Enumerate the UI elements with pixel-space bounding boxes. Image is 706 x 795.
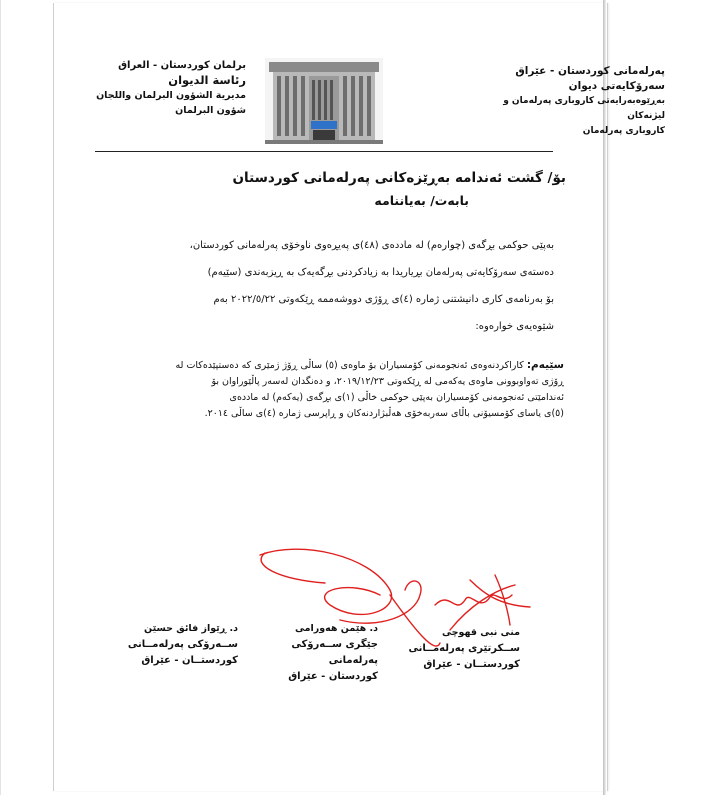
body-line: بۆ بەرنامەی کاری دانیشتنی ژمارە (٤)ی ڕۆژی دووشەممە ڕێکەوتی ٢٠٢٢/٥/٢٢ بەم [213,294,554,305]
signature-block-secretary [400,625,520,673]
header-arabic [90,58,246,118]
agenda-item-line: (٥)ی یاسای کۆمسیۆنی باڵای سەربەخۆی هەڵبژاردنەکان و ڕاپرسی ژمارە (٤)ی ساڵی ٢٠١٤. [204,408,564,419]
signatory-role: ســکرتێری پەرلەمــانی [408,643,520,654]
header-kurdish-line: پەرلەمانی کوردستان - عێراق [515,65,665,77]
body-line: دەستەی سەرۆکایەتی پەرلەمان بڕیاریدا بە زیادکردنی بڕگەیەک بە ڕیزبەندی (سێیەم) [207,267,554,278]
header-kurdish [495,64,665,139]
header-divider [95,151,553,152]
header-arabic-line: شؤون البرلمان [175,105,246,116]
signatory-name: د. ڕێواز فائق حسێن [144,623,238,634]
agenda-item-line [124,357,564,374]
body-line: شێوەیەی خوارەوە: [475,321,554,332]
signatory-name: د. هێمن هەورامی [295,623,378,634]
agenda-item-line: ئەندامێتی ئەنجومەنی کۆمسیاران بەپێی حوکمی خاڵی (١)ی بڕگەی (یەکەم) لە ماددەی [229,392,564,403]
header-kurdish-line: بەڕێوەبەرایەتی کاروباری پەرلەمان و لیژنەکان [503,96,665,121]
agenda-item-label: سێیەم: [526,359,564,371]
viewer-edge [0,0,1,795]
signatory-place: کوردستان - عێراق [288,671,378,682]
letter-recipient: بۆ/ گشت ئەندامە بەڕێزەکانی پەرلەمانی کوردستان [232,170,566,186]
agenda-item [124,357,564,422]
signatory-place: کوردستــان - عێراق [141,655,238,666]
signature-block-speaker [120,621,238,669]
signatory-name: منى نبى قهوچى [442,627,520,638]
agenda-item-line: ڕۆژی تەواوبوونی ماوەی یەکەمی لە ڕێکەوتی ٢٠١٩/١٢/٢٣، و دەنگدان لەسەر پاڵێوراوان بۆ [211,376,564,387]
signature-block-deputy [258,621,378,685]
header-arabic-line: رئاسة الديوان [168,73,246,87]
signatory-role: ســەرۆکی پەرلەمــانی [127,639,238,650]
header-arabic-line: مديرية الشؤون البرلمان واللجان [96,90,246,101]
letter-subject: بابەت/ بەیاننامە [374,193,469,208]
body-line: بەپێی حوکمی بڕگەی (چوارەم) لە ماددەی (٤٨)ی پەیڕەوی ناوخۆی پەرلەمانی کوردستان، [189,240,554,251]
parliament-building-emblem-icon [265,58,383,144]
header-kurdish-line: کاروباری پەرلەمان [582,126,665,136]
header-kurdish-line: سەرۆکایەتی دیوان [568,80,665,92]
signatory-role: جێگری ســەرۆکی پەرلەمانی [291,639,378,666]
signatory-place: کوردستــان - عێراق [423,659,520,670]
header-arabic-line: برلمان كوردستان - العراق [118,60,246,71]
agenda-item-text: کاراکردنەوەی ئەنجومەنی کۆمسیاران بۆ ماوەی (٥) ساڵی ڕۆژ ژمێری کە دەستپێدەکات لە [175,360,524,371]
body-paragraph [124,232,554,340]
